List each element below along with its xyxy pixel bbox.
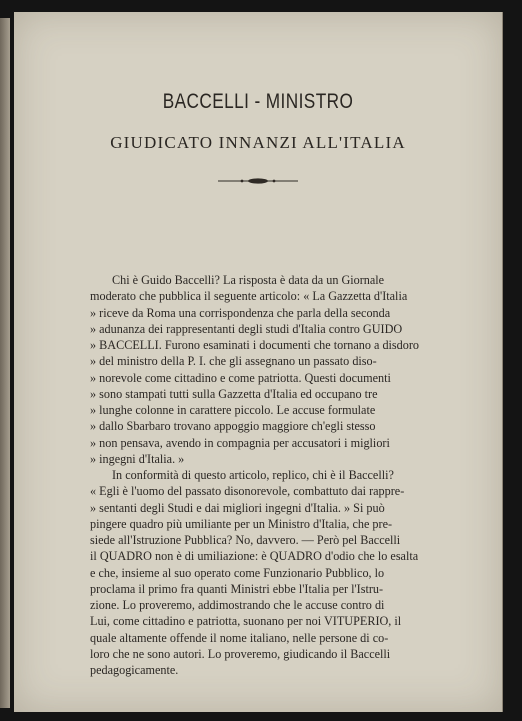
text-line: moderato che pubblica il seguente articolo: « La Gazzetta d'Italia (90, 289, 408, 304)
text-line: » adunanza dei rappresentanti degli studi d'Italia contro GUIDO (90, 321, 403, 336)
article-body (90, 272, 442, 678)
text-line: Chi è Guido Baccelli? La risposta è data da un Giornale (112, 273, 385, 287)
text-line: » norevole come cittadino e come patriotta. Questi documenti (90, 370, 391, 385)
text-line: Lui, come cittadino e patriotta, suonano per noi VITUPERIO, il (90, 614, 402, 629)
text-line: zione. Lo proveremo, addimostrando che le accuse contro di (90, 598, 385, 612)
text-line: » dallo Sbarbaro trovano appoggio maggiore ch'egli stesso (90, 419, 376, 434)
text-line: e che, insieme al suo operato come Funzionario Pubblico, lo (90, 565, 385, 580)
page-subtitle: GIUDICATO INNANZI ALL'ITALIA (110, 133, 406, 152)
text-line: » riceve da Roma una corrispondenza che parla della seconda (90, 305, 391, 320)
page-title: BACCELLI - MINISTRO (162, 90, 354, 113)
text-line: » del ministro della P. I. che gli assegnano un passato diso- (90, 354, 377, 369)
text-line: loro che ne sono autori. Lo proveremo, giudicando il Baccelli (90, 646, 391, 661)
text-line: siede all'Istruzione Pubblica? No, davvero. — Però pel Baccelli (90, 533, 401, 547)
text-line: » sentanti degli Studi e dai migliori ingegni d'Italia. » Si può (90, 500, 385, 515)
text-line: il QUADRO non è di umiliazione: è QUADRO d'odio che lo esalta (90, 549, 419, 564)
text-line: » sono stampati tutti sulla Gazzetta d'Italia ed occupano tre (90, 386, 378, 401)
text-line: » ingegni d'Italia. » (90, 451, 185, 466)
adjacent-page-edge (0, 18, 10, 708)
ornament-rule-icon (216, 176, 300, 186)
text-line: » non pensava, avendo in compagnia per accusatori i migliori (90, 435, 390, 450)
text-line: pingere quadro più umiliante per un Ministro d'Italia, che pre- (90, 516, 393, 531)
text-line: » lunghe colonne in carattere piccolo. Le accuse formulate (90, 403, 376, 417)
document-page (14, 12, 503, 712)
text-line: pedagogicamente. (90, 663, 179, 677)
text-line: quale altamente offende il nome italiano, nelle persone di co- (90, 630, 389, 645)
text-line: In conformità di questo articolo, replico, chi è il Baccelli? (112, 468, 394, 482)
text-line: » BACCELLI. Furono esaminati i documenti che tornano a disdoro (90, 338, 420, 352)
text-line: proclama il primo fra quanti Ministri ebbe l'Italia per l'Istru- (90, 581, 384, 596)
text-line: « Egli è l'uomo del passato disonorevole, combattuto dai rappre- (90, 484, 405, 499)
